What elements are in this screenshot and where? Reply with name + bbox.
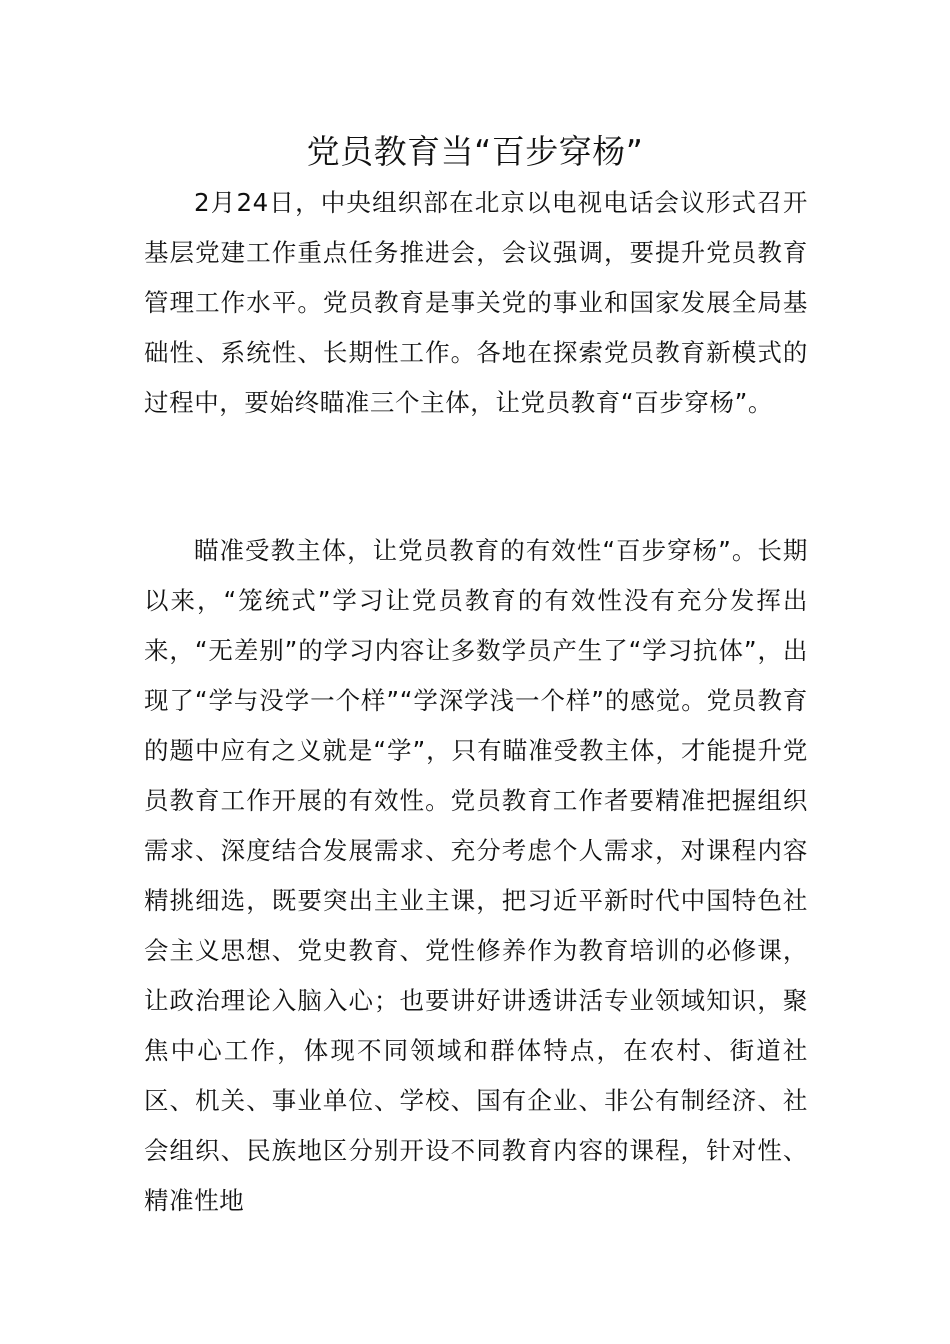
paragraph-section-1: 瞄准受教主体，让党员教育的有效性“百步穿杨”。长期以来，“笼统式”学习让党员教育的有效性没有充分发挥出来，“无差别”的学习内容让多数学员产生了“学习抗体”，出现了“学与没学一个样”“学深学浅一个样”的感觉。党员教育的题中应有之义就是“学”，只有瞄准受教主体，才能提升党员教育工作开展的有效性。党员教育工作者要精准把握组织需求、深度结合发展需求、充分考虑个人需求，对课程内容精挑细选，既要突出主业主课，把习近平新时代中国特色社会主义思想、党史教育、党性修养作为教育培训的必修课，让政治理论入脑入心；也要讲好讲透讲活专业领域知识，聚焦中心工作，体现不同领域和群体特点，在农村、街道社区、机关、事业单位、学校、国有企业、非公有制经济、社会组织、民族地区分别开设不同教育内容的课程，针对性、精准性地 [144, 536, 808, 1215]
paragraph-intro: 2月24日，中央组织部在北京以电视电话会议形式召开基层党建工作重点任务推进会，会议强调，要提升党员教育管理工作水平。党员教育是事关党的事业和国家发展全局基础性、系统性、长期性工作。各地在探索党员教育新模式的过程中，要始终瞄准三个主体，让党员教育“百步穿杨”。 [144, 188, 808, 417]
document-title: 党员教育当“百步穿杨” [306, 132, 644, 171]
